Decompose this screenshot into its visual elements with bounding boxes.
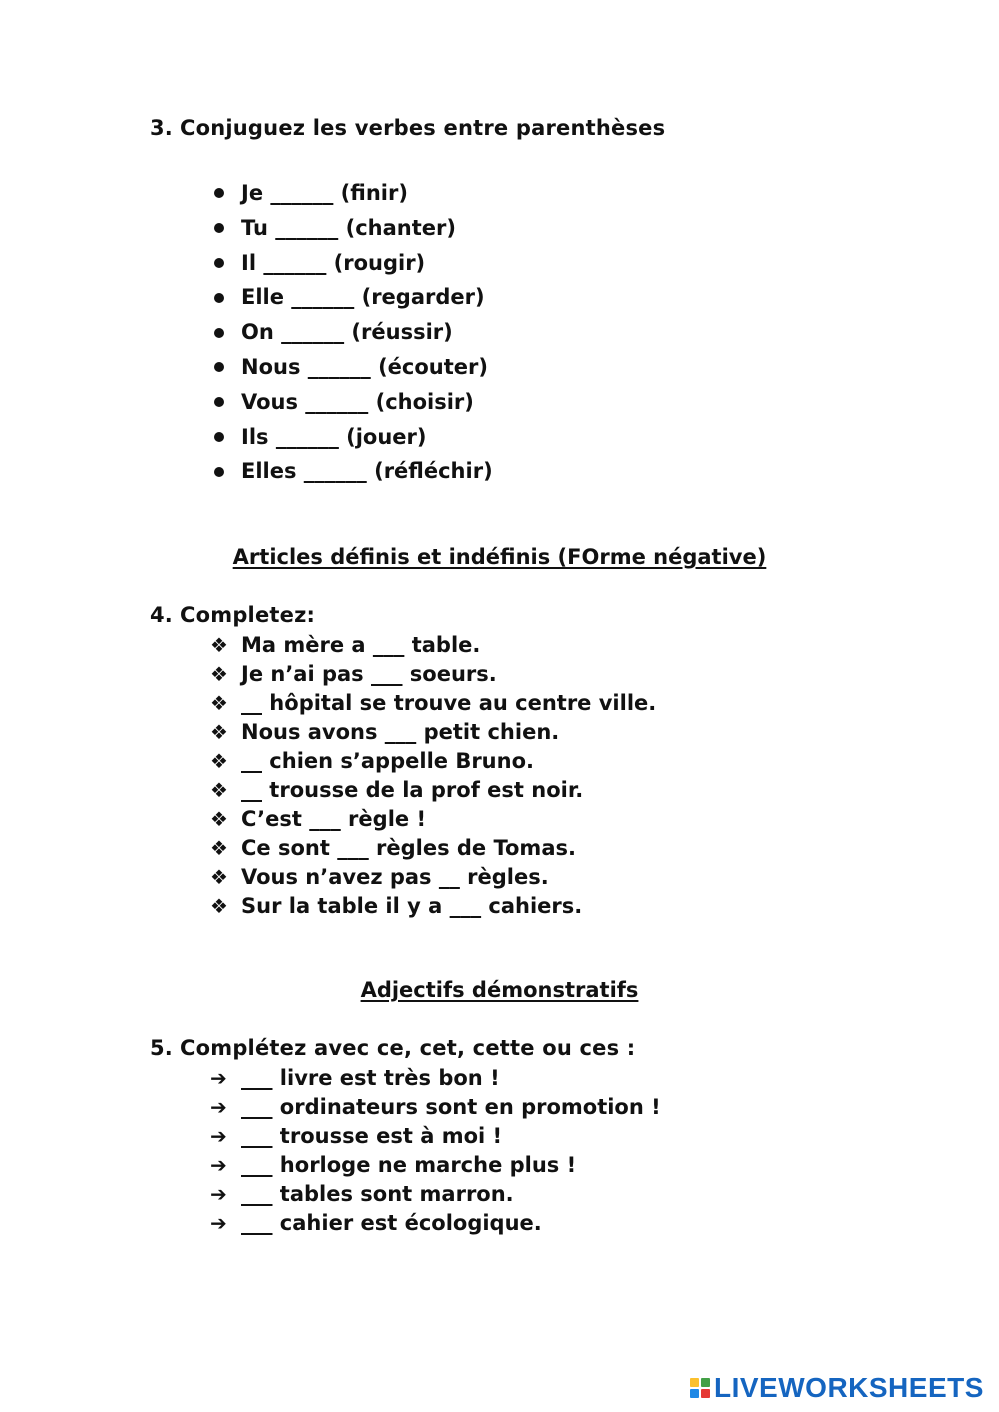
bullet-dot-icon — [214, 362, 224, 372]
logo-text: LIVEWORKSHEETS — [714, 1372, 984, 1403]
arrow-bullet-icon: ➔ — [210, 1095, 227, 1119]
list-item — [210, 1122, 661, 1151]
list-item-text: Je n’ai pas ___ soeurs. — [241, 662, 497, 686]
bullet-dot-icon — [214, 258, 224, 268]
list-item-text: Vous n’avez pas __ règles. — [241, 865, 549, 889]
logo-square-1 — [690, 1378, 699, 1387]
bullet-dot-icon — [214, 328, 224, 338]
bullet-dot-icon — [214, 188, 224, 198]
list-item-text: Ils ______ (jouer) — [241, 424, 427, 449]
list-item-text: Elle ______ (regarder) — [241, 285, 485, 310]
list-item-text: ___ horloge ne marche plus ! — [241, 1153, 577, 1177]
list-item — [210, 1180, 661, 1209]
list-item — [210, 246, 493, 281]
arrow-bullet-icon: ➔ — [210, 1124, 227, 1148]
list-item — [210, 689, 656, 718]
list-item — [210, 631, 656, 660]
list-item-text: C’est ___ règle ! — [241, 807, 427, 831]
demonstratifs-section-heading: Adjectifs démonstratifs — [360, 978, 639, 1002]
list-item-text: On ______ (réussir) — [241, 320, 453, 345]
bullet-dot-icon — [214, 397, 224, 407]
list-item — [210, 805, 656, 834]
list-item — [210, 420, 493, 455]
list-item — [210, 211, 493, 246]
list-item — [210, 776, 656, 805]
list-item — [210, 1209, 661, 1238]
conjugation-list — [210, 176, 493, 489]
diamond-bullet-icon: ❖ — [210, 749, 228, 773]
list-item-text: Ma mère a ___ table. — [241, 633, 481, 657]
list-item-text: ___ trousse est à moi ! — [241, 1124, 503, 1148]
question-4-title: 4. Completez: — [150, 603, 316, 627]
list-item — [210, 176, 493, 211]
diamond-bullet-icon: ❖ — [210, 836, 228, 860]
bullet-dot-icon — [214, 293, 224, 303]
logo-square-2 — [701, 1378, 710, 1387]
list-item-text: Ce sont ___ règles de Tomas. — [241, 836, 576, 860]
articles-exercise-list — [210, 631, 656, 921]
diamond-bullet-icon: ❖ — [210, 807, 228, 831]
arrow-bullet-icon: ➔ — [210, 1182, 227, 1206]
question-5-title: 5. Complétez avec ce, cet, cette ou ces : — [150, 1036, 636, 1060]
diamond-bullet-icon: ❖ — [210, 633, 228, 657]
list-item — [210, 315, 493, 350]
list-item — [210, 892, 656, 921]
list-item — [210, 834, 656, 863]
arrow-bullet-icon: ➔ — [210, 1066, 227, 1090]
bullet-dot-icon — [214, 432, 224, 442]
list-item — [210, 1093, 661, 1122]
list-item-text: ___ tables sont marron. — [241, 1182, 514, 1206]
list-item-text: ___ livre est très bon ! — [241, 1066, 500, 1090]
demonstratifs-exercise-list — [210, 1064, 661, 1238]
list-item — [210, 660, 656, 689]
list-item-text: Vous ______ (choisir) — [241, 389, 474, 414]
list-item-text: Tu ______ (chanter) — [241, 215, 456, 240]
diamond-bullet-icon: ❖ — [210, 865, 228, 889]
articles-section-heading: Articles définis et indéfinis (FOrme négative) — [232, 545, 767, 569]
list-item-text: __ chien s’appelle Bruno. — [241, 749, 534, 773]
arrow-bullet-icon: ➔ — [210, 1211, 227, 1235]
list-item — [210, 1064, 661, 1093]
list-item-text: Elles ______ (réfléchir) — [241, 459, 493, 484]
list-item-text: ___ ordinateurs sont en promotion ! — [241, 1095, 661, 1119]
bullet-dot-icon — [214, 467, 224, 477]
list-item — [210, 863, 656, 892]
list-item — [210, 747, 656, 776]
list-item-text: Je ______ (finir) — [241, 181, 408, 205]
logo-mark-icon — [690, 1378, 710, 1398]
list-item-text: __ trousse de la prof est noir. — [241, 778, 584, 802]
list-item-text: __ hôpital se trouve au centre ville. — [241, 691, 657, 715]
logo-square-4 — [701, 1389, 710, 1398]
liveworksheets-logo — [690, 1373, 984, 1403]
list-item — [210, 454, 493, 489]
diamond-bullet-icon: ❖ — [210, 691, 228, 715]
bullet-dot-icon — [214, 223, 224, 233]
list-item — [210, 718, 656, 747]
arrow-bullet-icon: ➔ — [210, 1153, 227, 1177]
list-item-text: Il ______ (rougir) — [241, 250, 426, 275]
list-item — [210, 350, 493, 385]
list-item-text: ___ cahier est écologique. — [241, 1211, 542, 1235]
logo-square-3 — [690, 1389, 699, 1398]
list-item — [210, 1151, 661, 1180]
list-item-text: Sur la table il y a ___ cahiers. — [241, 894, 583, 918]
diamond-bullet-icon: ❖ — [210, 894, 228, 918]
diamond-bullet-icon: ❖ — [210, 778, 228, 802]
list-item — [210, 280, 493, 315]
question-3-title: 3. Conjuguez les verbes entre parenthèses — [150, 116, 666, 140]
list-item-text: Nous ______ (écouter) — [241, 354, 488, 379]
diamond-bullet-icon: ❖ — [210, 662, 228, 686]
diamond-bullet-icon: ❖ — [210, 720, 228, 744]
list-item — [210, 385, 493, 420]
list-item-text: Nous avons ___ petit chien. — [241, 720, 560, 744]
